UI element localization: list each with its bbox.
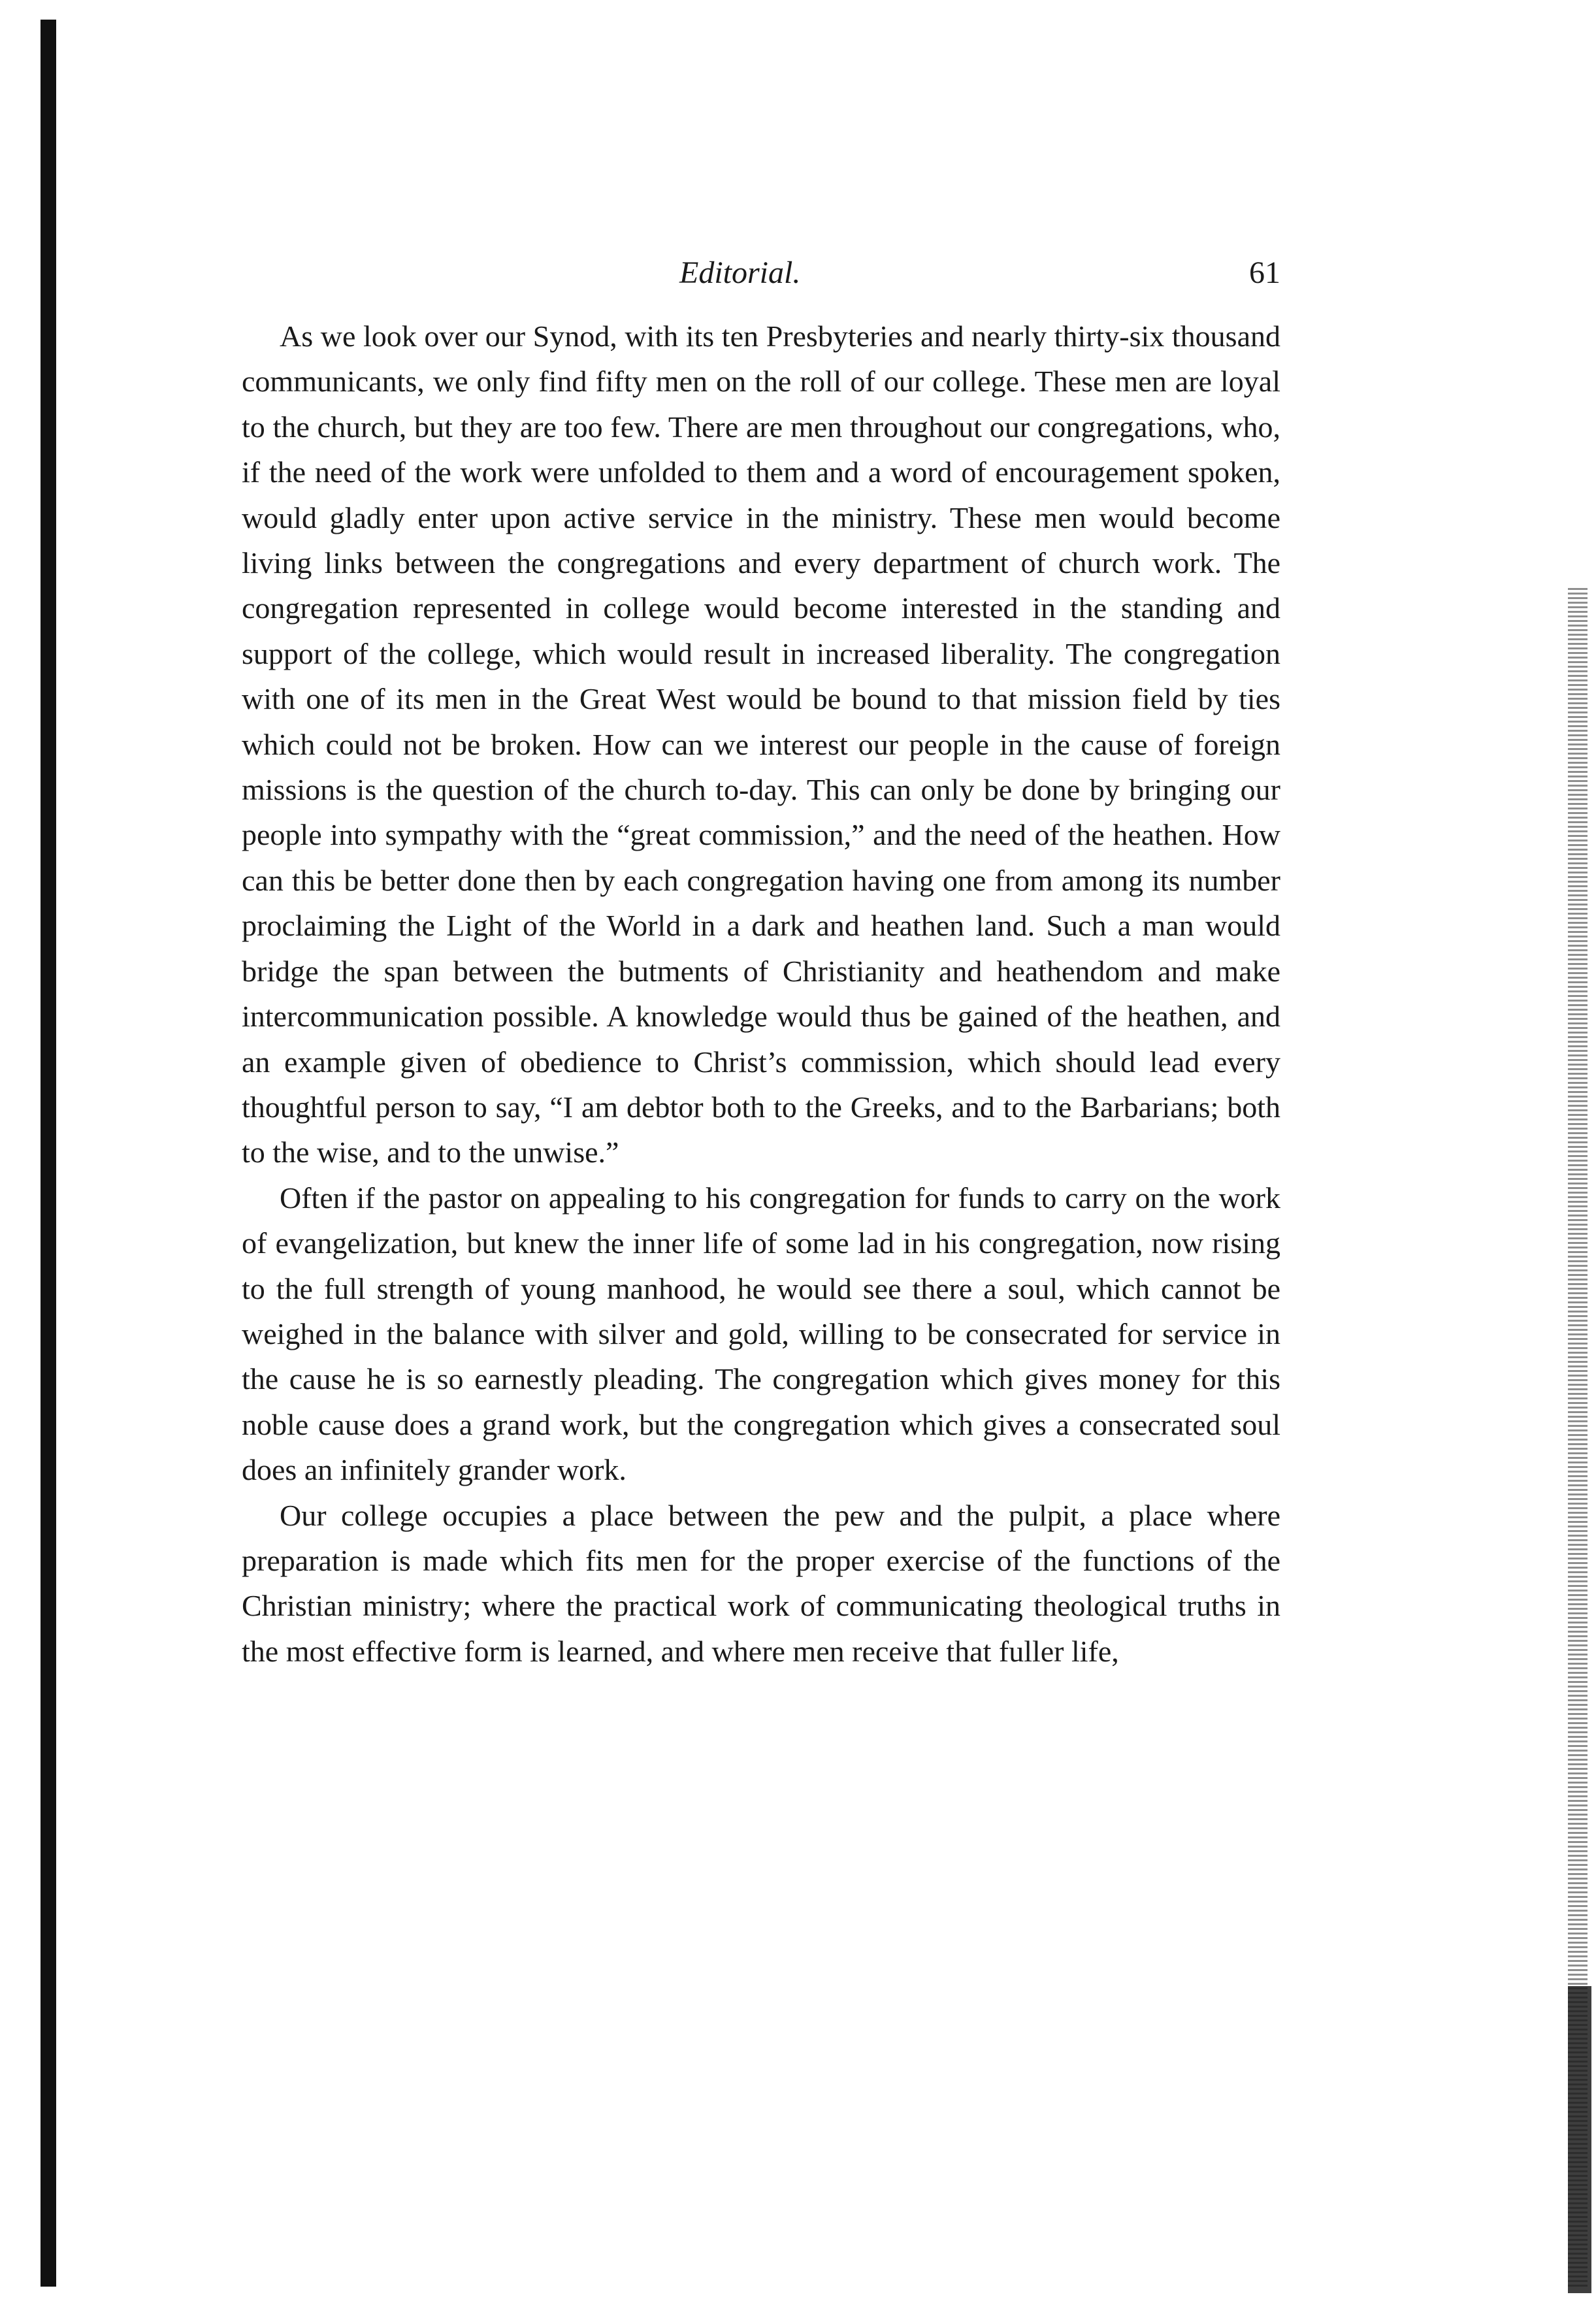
running-title: Editorial. — [679, 255, 801, 290]
paragraph: Often if the pastor on appealing to his congregation for funds to carry on the work of evangelization, but knew the inner life of some lad in his congregation, now rising to the full strength of young manhood, he would see there a soul, which cannot be weighed in the balance with silver and gold, willing to be consecrated for service in the cause he is so earnestly pleading. The congregation which gives money for this noble cause does a grand work, but the congregation which gives a consecrated soul does an infinitely grander work. — [242, 1181, 1280, 1487]
binding-shadow — [41, 20, 56, 2287]
page-edge-shadow — [1568, 1986, 1591, 2293]
paragraph: As we look over our Synod, with its ten Presbyteries and nearly thirty-six thousand communicants, we only find fifty men on the roll of our college. These men are loyal to the church, but they are too few. There are men throughout our congregations, who, if the need of the work were unfolded to them and a word of encouragement spoken, would gladly enter upon active service in the ministry. These men would become living links between the congregations and every department of church work. The congregation represented in college would become interested in the standing and support of the college, which would result in increased liberality. The congregation with one of its men in the Great West would be bound to that mission field by ties which could not be broken. How can we interest our people in the cause of foreign missions is the question of the church to-day. This can only be done by bringing our people into sympathy with the “great commission,” and the need of the heathen. How can this be better done then by each congregation having one from among its number proclaiming the Light of the World in a dark and heathen land. Such a man would bridge the span between the butments of Christianity and heathendom and make intercommunication possible. A knowledge would thus be gained of the heathen, and an example given of obedience to Christ’s commission, which should lead every thoughtful person to say, “I am debtor both to the Greeks, and to the Barbarians; both to the wise, and to the unwise.” — [242, 319, 1280, 1169]
body-text — [242, 314, 1280, 1674]
page-number: 61 — [1249, 255, 1280, 290]
running-head — [679, 247, 1280, 299]
paragraph: Our college occupies a place between the pew and the pulpit, a place where preparation is made which fits men for the proper exercise of the functions of the Christian ministry; where the practical work of communicating theological truths in the most effective form is learned, and where men receive that fuller life, — [242, 1498, 1280, 1668]
